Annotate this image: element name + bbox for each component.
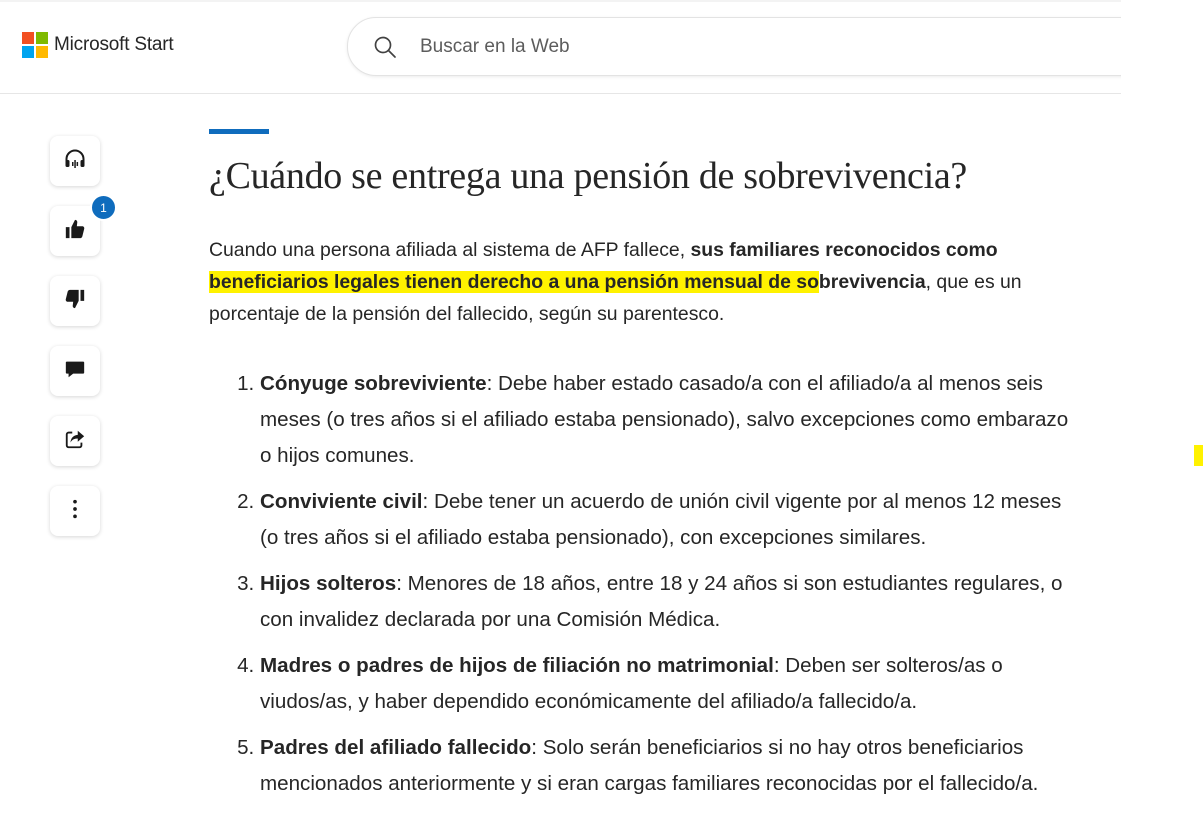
comment-icon (64, 358, 86, 385)
thumbs-down-icon (64, 288, 86, 315)
right-blank-area (1121, 0, 1203, 836)
intro-bold-b: brevivencia (818, 271, 926, 293)
intro-tail: , que es un porcentaje de la pensión del fallecido, según su parentesco. (209, 271, 1022, 325)
list-item-term: Cónyuge sobreviviente (260, 372, 487, 395)
headphones-icon (63, 147, 87, 176)
list-item-text: : Deben ser solteros/as o viudos/as, y haber dependido económicamente del afiliado/a fallecido/a. (260, 654, 1003, 713)
list-item-text: : Debe haber estado casado/a con el afiliado/a al menos seis meses (o tres años si el afiliado estaba pensionado), salvo excepciones como embarazo o hijos comunes. (260, 372, 1069, 467)
listen-button[interactable] (50, 136, 100, 186)
top-header (0, 0, 1121, 94)
list-item (260, 566, 1069, 638)
search-box[interactable] (347, 17, 1149, 76)
list-item-text: : Debe tener un acuerdo de unión civil vigente por al menos 12 meses (o tres años si el afiliado estaba pensionado), con excepciones similares. (260, 490, 1062, 549)
list-item-term: Hijos solteros (260, 572, 397, 595)
list-item-term: Conviviente civil (260, 490, 423, 513)
intro-bold-a: sus familiares reconocidos como (690, 239, 998, 261)
search-input[interactable] (418, 35, 1022, 59)
list-item (260, 730, 1069, 802)
comment-button[interactable] (50, 346, 100, 396)
like-count-badge: 1 (90, 194, 117, 221)
intro-bold-highlighted: beneficiarios legales tienen derecho a una pensión mensual de so (209, 271, 819, 293)
like-button[interactable] (50, 200, 107, 256)
list-item-term: Madres o padres de hijos de filiación no matrimonial (260, 654, 774, 677)
intro-lead: Cuando una persona afiliada al sistema de AFP fallece, (209, 239, 691, 261)
list-item (260, 366, 1069, 474)
section-heading: ¿Cuándo se entrega una pensión de sobrevivencia? (209, 155, 967, 197)
highlight-marker (1194, 445, 1203, 466)
title-accent-bar (209, 129, 269, 134)
more-options-button[interactable] (50, 486, 100, 536)
share-button[interactable] (50, 416, 100, 466)
share-icon (64, 428, 86, 455)
search-icon[interactable] (372, 34, 398, 60)
more-vertical-icon (64, 498, 86, 525)
list-item (260, 484, 1069, 556)
brand-name: Microsoft Start (54, 34, 174, 55)
beneficiary-list (209, 366, 1069, 802)
article-body (209, 129, 1069, 812)
dislike-button[interactable] (50, 276, 100, 326)
brand-link[interactable] (22, 32, 173, 58)
thumbs-up-icon (64, 218, 86, 245)
list-item (260, 648, 1069, 720)
list-item-term: Padres del afiliado fallecido (260, 736, 532, 759)
list-item-text: : Menores de 18 años, entre 18 y 24 años si son estudiantes regulares, o con invalidez declarada por una Comisión Médica. (260, 572, 1063, 631)
header-top-divider (0, 0, 1121, 2)
intro-paragraph (209, 234, 1069, 330)
list-item-text: : Solo serán beneficiarios si no hay otros beneficiarios mencionados anteriormente y si eran cargas familiares reconocidas por el fallecido/a. (260, 736, 1039, 795)
microsoft-logo-icon (22, 32, 48, 58)
